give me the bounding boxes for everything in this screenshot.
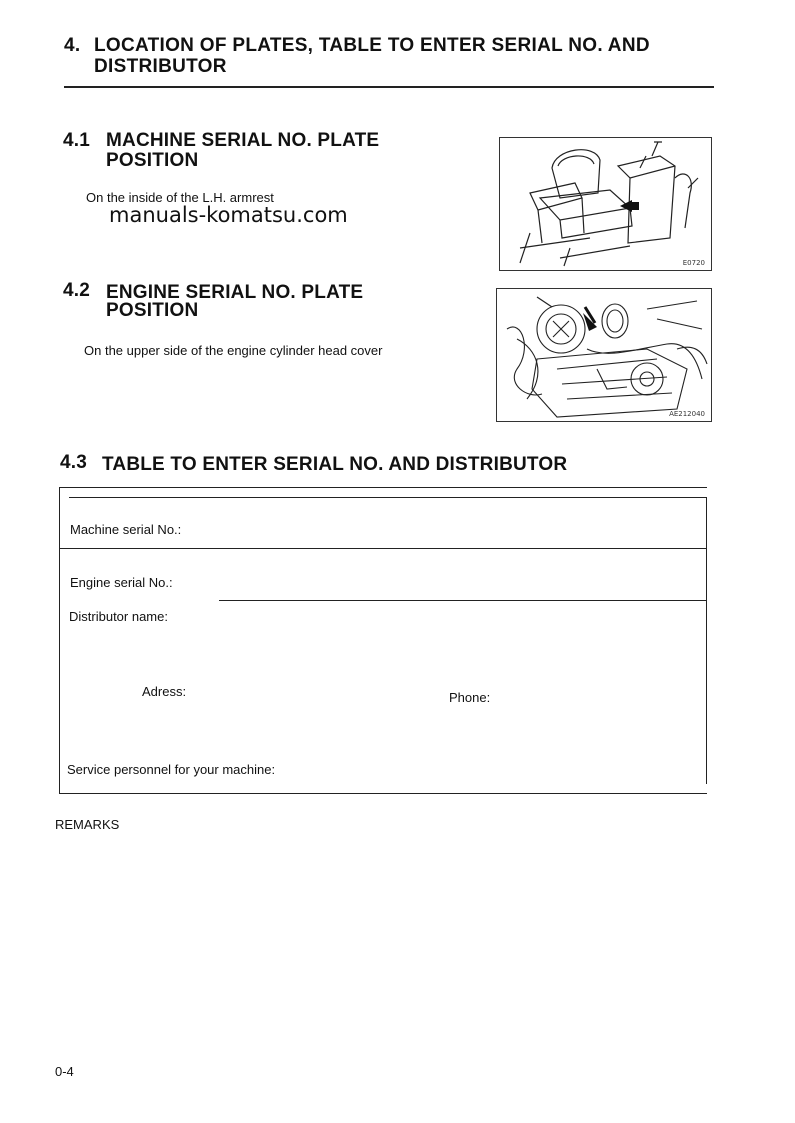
table-row-divider-2 [219, 600, 707, 601]
table-left-border [59, 487, 60, 794]
table-inner-top-line [69, 497, 707, 498]
section-4-1-heading-line1: MACHINE SERIAL NO. PLATE [106, 130, 380, 151]
armrest-figure-code: E0720 [682, 259, 705, 267]
distributor-name-label: Distributor name: [69, 609, 168, 624]
remarks-label: REMARKS [55, 817, 120, 832]
engine-figure [496, 288, 712, 422]
armrest-figure [499, 137, 712, 271]
section-4-1-number: 4.1 [63, 130, 91, 151]
engine-serial-label: Engine serial No.: [70, 575, 173, 590]
chapter-number: 4. [64, 35, 81, 56]
watermark-text: manuals-komatsu.com [109, 203, 348, 227]
engine-figure-code: AE212040 [669, 410, 705, 418]
engine-illustration [497, 289, 711, 421]
section-4-1-heading-line2: POSITION [106, 150, 199, 171]
section-4-2-heading-line1: ENGINE SERIAL NO. PLATE [106, 282, 364, 303]
phone-label: Phone: [449, 690, 491, 705]
section-4-2-heading-line2: POSITION [106, 300, 199, 321]
table-right-border [706, 497, 707, 784]
table-top-border [59, 487, 707, 488]
table-bottom-border [59, 793, 707, 794]
armrest-illustration [500, 138, 711, 270]
machine-serial-label: Machine serial No.: [70, 522, 182, 537]
section-4-2-number: 4.2 [63, 280, 91, 301]
section-4-3-heading: TABLE TO ENTER SERIAL NO. AND DISTRIBUTOR [102, 454, 568, 475]
table-row-divider-1 [59, 548, 707, 549]
service-personnel-label: Service personnel for your machine: [67, 762, 276, 777]
chapter-title-line2: DISTRIBUTOR [94, 56, 227, 77]
section-4-3-number: 4.3 [60, 452, 88, 473]
section-4-1-body: On the inside of the L.H. armrest [86, 190, 274, 205]
page-number: 0-4 [55, 1064, 74, 1079]
serial-distributor-table [59, 487, 707, 794]
title-underline [64, 86, 714, 88]
chapter-title-line1: LOCATION OF PLATES, TABLE TO ENTER SERIAL NO. AND [94, 35, 650, 56]
section-4-2-body: On the upper side of the engine cylinder head cover [84, 343, 383, 358]
address-label: Adress: [142, 684, 187, 699]
